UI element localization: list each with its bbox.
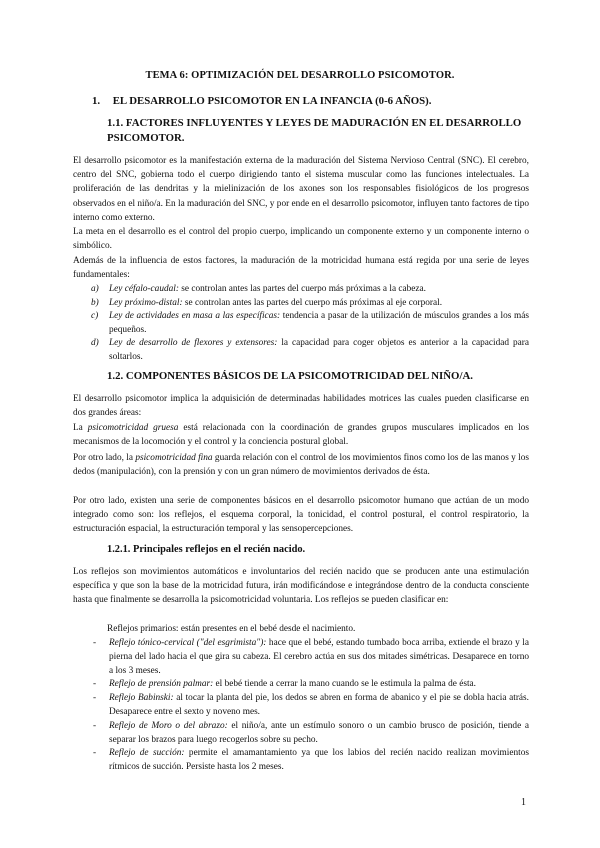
primary-reflexes-label xyxy=(107,622,355,636)
text-run: Por otro lado, la xyxy=(73,453,136,463)
list-marker: - xyxy=(93,679,97,690)
list-item xyxy=(73,283,529,297)
paragraph-laws-intro: Además de la influencia de estos factores, la maduración de la motricidad humana está regida por una serie de leyes fundamentales: xyxy=(73,256,529,281)
paragraph-goal: La meta en el desarrollo es el control del propio cuerpo, implicando un componente externo y un componente interno o simbólico. xyxy=(73,227,529,252)
list-marker: b) xyxy=(91,297,99,308)
reflexes-list xyxy=(73,637,529,775)
text-run: La xyxy=(73,423,88,433)
list-item xyxy=(73,747,529,775)
law-text: la capacidad para coger objetos es anterior a la capacidad para soltarlos. xyxy=(109,338,529,362)
paragraph-skills-intro: El desarrollo psicomotor implica la adquisición de determinadas habilidades motrices las cuales pueden clasificarse en dos grandes áreas: xyxy=(73,394,529,419)
law-term: Ley de desarrollo de flexores y extensores: xyxy=(109,338,278,348)
subsection-heading-1-2: 1.2. COMPONENTES BÁSICOS DE LA PSICOMOTRICIDAD DEL NIÑO/A. xyxy=(107,370,473,382)
list-marker: - xyxy=(93,638,97,648)
list-item xyxy=(73,692,529,720)
list-item xyxy=(73,337,529,364)
law-term: Ley próximo-distal: xyxy=(109,297,183,308)
law-text: se controlan antes las partes del cuerpo más próximas a la cabeza. xyxy=(178,284,427,294)
paragraph-gross-motor xyxy=(73,421,529,449)
subsection-heading-1-1: 1.1. FACTORES INFLUYENTES Y LEYES DE MADURACIÓN EN EL DESARROLLO PSICOMOTOR. xyxy=(107,117,522,144)
law-text: se controlan antes las partes del cuerpo más próximas al eje corporal. xyxy=(182,297,443,308)
list-item xyxy=(73,678,529,692)
reflex-text: el niño/a, ante un estímulo sonoro o un cambio brusco de posición, tiende a separar los brazos para luego recogerlos sobre su pecho. xyxy=(109,720,529,745)
laws-list xyxy=(73,283,529,364)
primary-reflexes-term: Reflejos primarios: xyxy=(107,624,179,634)
reflex-term: Reflejo tónico-cervical ("del esgrimista"): xyxy=(109,638,267,648)
list-marker: - xyxy=(93,693,97,704)
law-text: tendencia a pasar de la utilización de músculos grandes a los más pequeños. xyxy=(109,311,530,335)
document-title: TEMA 6: OPTIMIZACIÓN DEL DESARROLLO PSICOMOTOR. xyxy=(145,70,455,81)
list-item xyxy=(73,637,529,678)
reflex-term: Reflejo de Moro o del abrazo: xyxy=(109,720,228,731)
list-item xyxy=(73,720,529,748)
paragraph-components: Por otro lado, existen una serie de componentes básicos en el desarrollo psicomotor humano que actúan de un modo integrado como son: los reflejos, el esquema corporal, la tonicidad, el control postural, el control respiratorio, la estructuración espacial, la estructuración temporal y las sensopercepciones. xyxy=(73,496,529,535)
reflex-text: el bebé tiende a cerrar la mano cuando se le estimula la palma de ésta. xyxy=(213,679,477,690)
paragraph-reflexes-intro: Los reflejos son movimientos automáticos e involuntarios del recién nacido que se producen ante una estimulación específica y que son la base de la motricidad futura, irán modificándose e integrándose dentro de la conducta consciente hasta que finalmente se desarrolla la psicomotricidad voluntaria. Los reflejos se pueden clasificar en: xyxy=(73,567,529,606)
law-term: Ley de actividades en masa a las específicas: xyxy=(109,311,281,321)
reflex-text: permite el amamantamiento ya que los labios del recién nacido realizan movimientos rítmicos de succión. Persiste hasta los 2 meses. xyxy=(109,748,529,773)
page-number: 1 xyxy=(521,797,526,808)
list-item xyxy=(73,310,529,337)
section-heading-1 xyxy=(92,95,431,107)
list-marker: c) xyxy=(91,311,99,321)
text-run: guarda relación con el control de los movimientos finos como los de las manos y los dedos (manipulación), con la prensión y con un gran número de movimientos derivados de ésta. xyxy=(73,453,530,478)
list-marker: a) xyxy=(91,284,99,294)
reflex-text: al tocar la planta del pie, los dedos se abren en forma de abanico y el pie se dobla hacia atrás. Desaparece entre el sexto y noveno mes. xyxy=(109,693,529,717)
law-term: Ley céfalo-caudal: xyxy=(109,284,179,294)
reflex-text: hace que el bebé, estando tumbado boca arriba, extiende el brazo y la pierna del lado hacia el que gira su cabeza. El cerebro actúa en sus dos mitades simétricas. Desaparece en torno a los 3 meses. xyxy=(109,638,529,676)
reflex-term: Reflejo Babinski: xyxy=(109,693,174,704)
reflex-term: Reflejo de succión: xyxy=(109,748,185,759)
paragraph-intro: El desarrollo psicomotor es la manifestación externa de la maduración del Sistema Nervioso Central (SNC). El cerebro, centro del SNC, gobierna todo el cuerpo dirigiendo tanto el sistema muscular como las funciones intelectuales. La proliferación de las dendritas y la mielinización de los axones son los responsables fisiológicos de los progresos observados en el niño/a. En la maduración del SNC, y por ende en el desarrollo psicomotor, influyen tanto factores de tipo interno como externo. xyxy=(73,156,529,223)
subsection-heading-1-2-1: 1.2.1. Principales reflejos en el recién nacido. xyxy=(107,544,306,555)
list-marker: - xyxy=(93,748,97,759)
list-item xyxy=(73,297,529,311)
primary-reflexes-text: están presentes en el bebé desde el nacimiento. xyxy=(178,624,356,634)
paragraph-fine-motor xyxy=(73,451,529,479)
term-fine-motor: psicomotricidad fina xyxy=(135,453,213,463)
section-number: 1. xyxy=(92,95,101,107)
list-marker: - xyxy=(93,720,97,731)
term-gross-motor: psicomotricidad gruesa xyxy=(87,423,179,433)
list-marker: d) xyxy=(91,338,99,348)
reflex-term: Reflejo de prensión palmar: xyxy=(109,679,214,690)
text-run: está relacionada con la coordinación de grandes grupos musculares implicados en los mecanismos de la locomoción y el control y la conciencia postural global. xyxy=(73,423,529,448)
section-title: EL DESARROLLO PSICOMOTOR EN LA INFANCIA (0-6 AÑOS). xyxy=(112,95,432,107)
